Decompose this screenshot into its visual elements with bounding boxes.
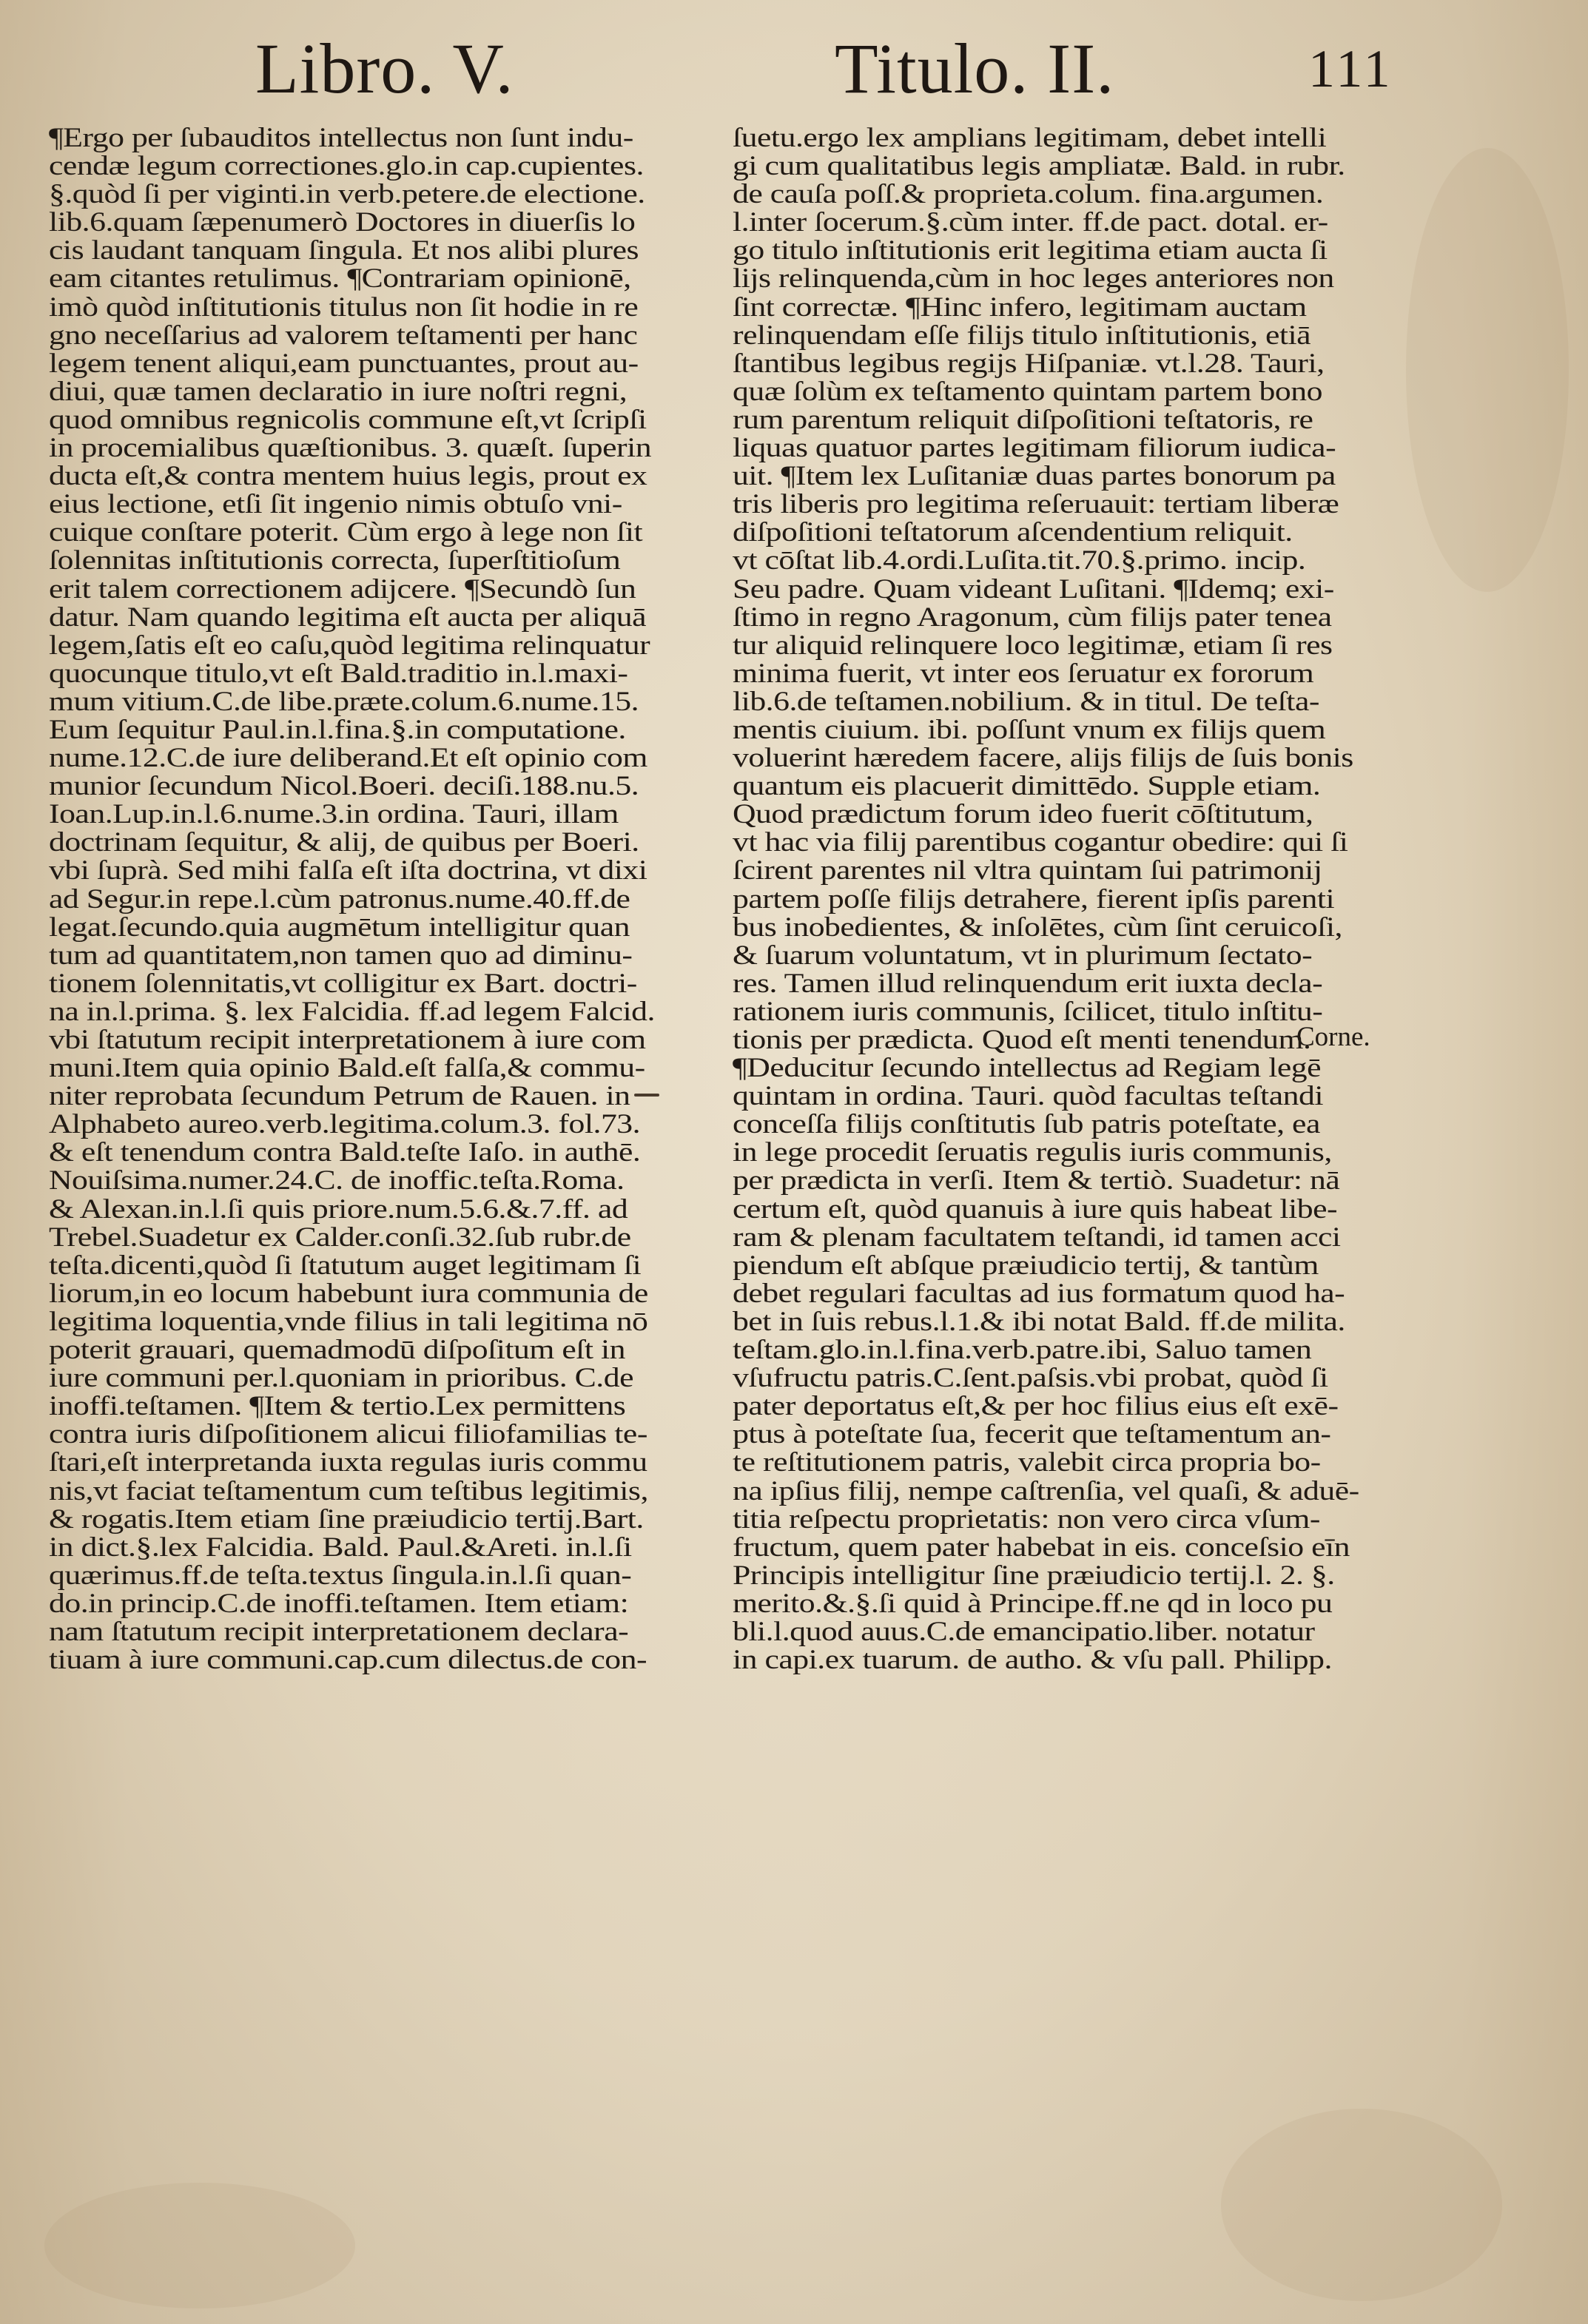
text-line: fructum, quem pater habebat in eis. conceſsio eīn [733, 1532, 1350, 1563]
text-line: ram & plenam facultatem teſtandi, id tamen acci [733, 1222, 1341, 1253]
text-line: quod omnibus regnicolis commune eſt,vt ſcripſi [49, 404, 647, 435]
text-line: & ſuarum voluntatum, vt in plurimum ſectato- [733, 940, 1313, 971]
text-line: vt cōſtat lib.4.ordi.Luſita.tit.70.§.primo. incip. [733, 545, 1306, 576]
text-line: legem tenent aliqui,eam punctuantes, prout au- [49, 348, 639, 379]
text-line: & eſt tenendum contra Bald.teſte Iaſo. in authē. [49, 1137, 641, 1168]
text-line: na in.l.prima. §. lex Falcidia. ff.ad legem Falcid. [49, 996, 655, 1027]
text-line: cuique conſtare poterit. Cùm ergo à lege non ſit [49, 517, 643, 548]
text-line: uit. ¶Item lex Luſitaniæ duas partes bonorum pa [733, 461, 1336, 492]
catchword: Corne. [1296, 1022, 1370, 1052]
right-column [733, 124, 1384, 1674]
text-line: quantum eis placuerit dimittēdo. Supple etiam. [733, 771, 1321, 802]
text-line: certum eſt, quòd quanuis à iure quis habeat libe- [733, 1193, 1338, 1225]
text-line: vbi ſtatutum recipit interpretationem à iure com [49, 1025, 646, 1055]
text-line: tiuam à iure communi.cap.cum dilectus.de con- [49, 1645, 647, 1676]
text-line: ſtimo in regno Aragonum, cùm filijs pater tenea [733, 602, 1332, 633]
text-line: contra iuris diſpoſitionem alicui filiofamilias te- [49, 1419, 647, 1450]
text-line: lijs relinquenda,cùm in hoc leges anteriores non [733, 263, 1334, 294]
text-line: nis,vt faciat teſtamentum cum teſtibus legitimis, [49, 1475, 648, 1506]
text-line: te reſtitutionem patris, valebit circa propria bo- [733, 1447, 1321, 1478]
text-line: munior ſecundum Nicol.Boeri. deciſi.188.nu.5. [49, 771, 639, 802]
text-line: Ioan.Lup.in.l.6.nume.3.in ordina. Tauri, illam [49, 799, 619, 830]
text-line: legat.ſecundo.quia augmētum intelligitur quan [49, 912, 630, 943]
text-line: quærimus.ff.de teſta.textus ſingula.in.l.ſi quan- [49, 1560, 632, 1591]
text-line: teſta.dicenti,quòd ſi ſtatutum auget legitimam ſi [49, 1250, 642, 1281]
text-line: in procemialibus quæſtionibus. 3. quæſt. ſuperin [49, 433, 652, 464]
text-line: ſtantibus legibus regijs Hiſpaniæ. vt.l.28. Tauri, [733, 348, 1325, 379]
text-line: ducta eſt,& contra mentem huius legis, prout ex [49, 461, 647, 492]
page-number: 111 [1308, 39, 1393, 98]
text-line: inoffi.teſtamen. ¶Item & tertio.Lex permittens [49, 1391, 626, 1422]
text-line: pater deportatus eſt,& per hoc filius eius eſt exē- [733, 1391, 1339, 1422]
text-line: conceſſa filijs conſtitutis ſub patris poteſtate, ea [733, 1109, 1320, 1140]
text-line: Principis intelligitur ſine præiudicio tertij.l. 2. §. [733, 1560, 1335, 1591]
text-line: eius lectione, etſi ſit ingenio nimis obtuſo vni- [49, 489, 622, 520]
left-column [49, 124, 700, 1674]
text-line: per prædicta in verſi. Item & tertiò. Suadetur: nā [733, 1165, 1340, 1196]
text-line: mentis ciuium. ibi. poſſunt vnum ex filijs quem [733, 714, 1326, 745]
paper-stain [1221, 2109, 1502, 2301]
text-line: doctrinam ſequitur, & alij, de quibus per Boeri. [49, 827, 639, 858]
text-line: tum ad quantitatem,non tamen quo ad diminu- [49, 940, 633, 971]
text-line: lib.6.quam ſæpenumerò Doctores in diuerſis lo [49, 207, 636, 238]
text-line: nam ſtatutum recipit interpretationem declara- [49, 1616, 629, 1647]
text-line: rationem iuris communis, ſcilicet, titulo inſtitu- [733, 996, 1323, 1027]
text-line: gi cum qualitatibus legis ampliatæ. Bald. in rubr. [733, 151, 1345, 182]
text-line: liorum,in eo locum habebunt iura communia de [49, 1278, 648, 1309]
text-line: iure communi per.l.quoniam in prioribus. C.de [49, 1363, 633, 1394]
text-line: ptus à poteſtate ſua, fecerit que teſtamentum an- [733, 1419, 1331, 1450]
text-line: diui, quæ tamen declaratio in iure noſtri regni, [49, 376, 628, 407]
text-line: ¶Ergo per ſubauditos intellectus non ſunt indu- [49, 123, 633, 153]
text-line: teſtam.glo.in.l.fina.verb.patre.ibi, Saluo tamen [733, 1335, 1312, 1366]
text-line: res. Tamen illud relinquendum erit iuxta decla- [733, 968, 1323, 999]
text-line: ſcirent parentes nil vltra quintam ſui patrimonij [733, 855, 1322, 886]
text-line: diſpoſitioni teſtatorum aſcendentium reliquit. [733, 517, 1293, 548]
text-line: ſuetu.ergo lex amplians legitimam, debet intelli [733, 123, 1327, 153]
text-line: bus inobedientes, & inſolētes, cùm ſint ceruicoſi, [733, 912, 1342, 943]
text-line: ¶Deducitur ſecundo intellectus ad Regiam legē [733, 1053, 1322, 1084]
text-line: poterit grauari, quemadmodū diſpoſitum eſt in [49, 1335, 626, 1366]
text-line: quintam in ordina. Tauri. quòd facultas teſtandi [733, 1081, 1323, 1112]
text-line: na ipſius filij, nempe caſtrenſia, vel quaſi, & aduē- [733, 1475, 1359, 1506]
text-line: & rogatis.Item etiam ſine præiudicio tertij.Bart. [49, 1503, 644, 1535]
text-line: Seu padre. Quam videant Luſitani. ¶Idemq; exi- [733, 573, 1334, 604]
text-line: de cauſa poſſ.& proprieta.colum. fina.argumen. [733, 179, 1324, 210]
header-book: Libro. V. [255, 29, 514, 108]
text-line: in dict.§.lex Falcidia. Bald. Paul.&Areti. in.l.ſi [49, 1532, 632, 1563]
text-line: bli.l.quod auus.C.de emancipatio.liber. notatur [733, 1616, 1315, 1647]
text-line: merito.&.§.ſi quid à Principe.ff.ne qd in loco pu [733, 1588, 1333, 1619]
text-line: lib.6.de teſtamen.nobilium. & in titul. De teſta- [733, 686, 1319, 717]
paper-stain [44, 2183, 355, 2308]
text-line: go titulo inſtitutionis erit legitima etiam aucta ſi [733, 235, 1328, 266]
text-line: muni.Item quia opinio Bald.eſt falſa,& commu- [49, 1053, 645, 1084]
text-line: ad Segur.in repe.l.cùm patronus.nume.40.ff.de [49, 883, 630, 915]
text-line: datur. Nam quando legitima eſt aucta per aliquā [49, 602, 647, 633]
text-line: imò quòd inſtitutionis titulus non ſit hodie in re [49, 292, 639, 323]
text-line: relinquendam eſſe filijs titulo inſtitutionis, etiā [733, 320, 1311, 351]
text-line: minima fuerit, vt inter eos ſeruatur ex fororum [733, 658, 1314, 689]
text-line: Quod prædictum forum ideo fuerit cōſtitutum, [733, 799, 1313, 830]
text-line: cendæ legum correctiones.glo.in cap.cupientes. [49, 151, 644, 182]
text-line: tionem ſolennitatis,vt colligitur ex Bart. doctri- [49, 968, 637, 999]
text-line: ſolennitas inſtitutionis correcta, ſuperſtitioſum [49, 545, 621, 576]
signature-mark [634, 1094, 659, 1097]
text-line: partem poſſe filijs detrahere, fierent ipſis parenti [733, 883, 1335, 915]
text-line: debet regulari facultas ad ius formatum quod ha- [733, 1278, 1345, 1309]
text-line: nume.12.C.de iure deliberand.Et eſt opinio com [49, 743, 647, 774]
text-line: mum vitium.C.de libe.præte.colum.6.nume.15. [49, 686, 639, 717]
running-header [0, 21, 1588, 117]
text-line: rum parentum reliquit diſpoſitioni teſtatoris, re [733, 404, 1313, 435]
text-line: tris liberis pro legitima reſeruauit: tertiam liberæ [733, 489, 1339, 520]
text-line: Eum ſequitur Paul.in.l.fina.§.in computatione. [49, 714, 626, 745]
text-line: ſtari,eſt interpretanda iuxta regulas iuris commu [49, 1447, 647, 1478]
text-line: vt hac via filij parentibus cogantur obedire: qui ſi [733, 827, 1348, 858]
text-line: cis laudant tanquam ſingula. Et nos alibi plures [49, 235, 639, 266]
text-line: legitima loquentia,vnde filius in tali legitima nō [49, 1306, 648, 1337]
text-line: quæ ſolùm ex teſtamento quintam partem bono [733, 376, 1322, 407]
text-line: vbi ſuprà. Sed mihi falſa eſt iſta doctrina, vt dixi [49, 855, 647, 886]
text-line: do.in princip.C.de inoffi.teſtamen. Item etiam: [49, 1588, 629, 1619]
text-line: ſint correctæ. ¶Hinc infero, legitimam auctam [733, 292, 1307, 323]
text-line: niter reprobata ſecundum Petrum de Rauen. in [49, 1081, 630, 1112]
text-line: & Alexan.in.l.ſi quis priore.num.5.6.&.7.ff. ad [49, 1193, 628, 1225]
text-line: in lege procedit ſeruatis regulis iuris communis, [733, 1137, 1332, 1168]
header-title: Titulo. II. [835, 29, 1115, 108]
text-line: quocunque titulo,vt eſt Bald.traditio in.l.maxi- [49, 658, 628, 689]
text-line: legem,ſatis eſt eo caſu,quòd legitima relinquatur [49, 630, 650, 661]
text-line: Nouiſsima.numer.24.C. de inoffic.teſta.Roma. [49, 1165, 625, 1196]
text-line: eam citantes retulimus. ¶Contrariam opinionē, [49, 263, 631, 294]
text-line: voluerint hæredem facere, alijs filijs de ſuis bonis [733, 743, 1353, 774]
text-line: bet in ſuis rebus.l.1.& ibi notat Bald. ff.de milita. [733, 1306, 1345, 1337]
text-line: Alphabeto aureo.verb.legitima.colum.3. fol.73. [49, 1109, 641, 1140]
text-line: piendum eſt abſque præiudicio tertij, & tantùm [733, 1250, 1319, 1281]
text-line: tionis per prædicta. Quod eſt menti tenendum. [733, 1025, 1311, 1055]
text-line: l.inter ſocerum.§.cùm inter. ff.de pact. dotal. er- [733, 207, 1328, 238]
text-line: liquas quatuor partes legitimam filiorum iudica- [733, 433, 1336, 464]
text-line: gno neceſſarius ad valorem teſtamenti per hanc [49, 320, 638, 351]
text-line: erit talem correctionem adijcere. ¶Secundò ſun [49, 573, 636, 604]
text-line: §.quòd ſi per viginti.in verb.petere.de electione. [49, 179, 645, 210]
text-line: tur aliquid relinquere loco legitimæ, etiam ſi res [733, 630, 1333, 661]
text-line: titia reſpectu proprietatis: non vero circa vſum- [733, 1503, 1320, 1535]
text-line: in capi.ex tuarum. de autho. & vſu pall. Philipp. [733, 1645, 1332, 1676]
text-line: vſufructu patris.C.ſent.paſsis.vbi probat, quòd ſi [733, 1363, 1328, 1394]
text-line: Trebel.Suadetur ex Calder.conſi.32.ſub rubr.de [49, 1222, 631, 1253]
